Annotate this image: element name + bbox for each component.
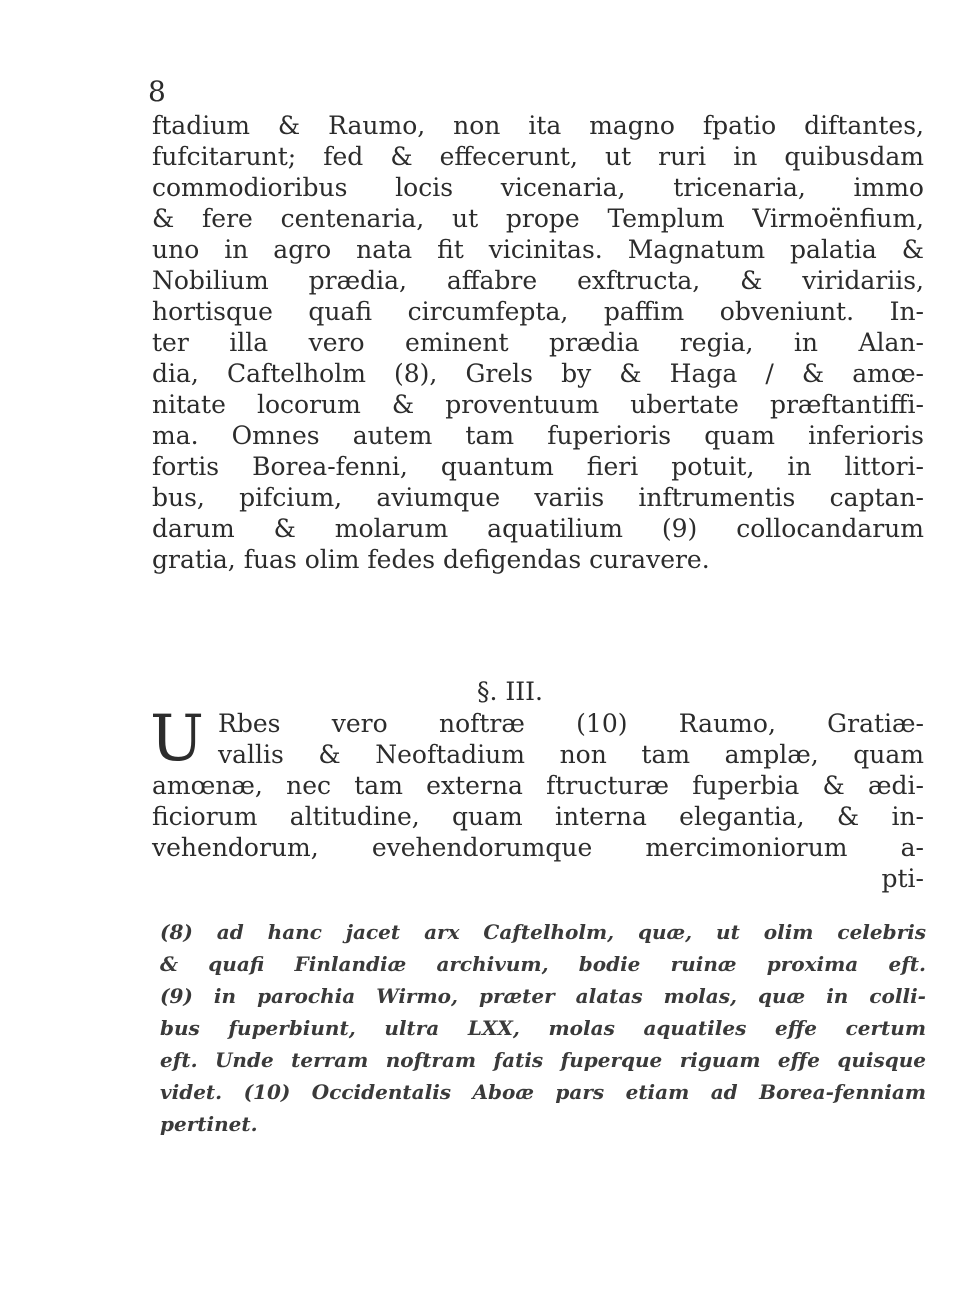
text-line: vehendorum, evehendorumque mercimoniorum a-: [152, 833, 924, 862]
text-line: commodioribus locis vicenaria, tricenaria, immo: [152, 173, 924, 202]
text-line: ma. Omnes autem tam fuperioris quam inferioris: [152, 421, 924, 450]
footnotes: [160, 916, 926, 1140]
section-paragraph: [150, 702, 924, 894]
footnote-line: (8) ad hanc jacet arx Caftelholm, quæ, ut olim celebris: [160, 920, 926, 944]
text-line: bus, pifcium, aviumque variis inftrumentis captan-: [152, 483, 924, 512]
section-heading: §. III.: [477, 677, 543, 706]
text-line: ficiorum altitudine, quam interna elegantia, & in-: [152, 802, 924, 831]
text-line: hortisque quafi circumfepta, paffim obveniunt. In-: [152, 297, 924, 326]
text-line: ftadium & Raumo, non ita magno fpatio diftantes,: [152, 111, 924, 140]
main-paragraph: [152, 110, 924, 575]
text-line: & fere centenaria, ut prope Templum Virmoënfium,: [152, 204, 924, 233]
footnote-line: eft. Unde terram noftram fatis fuperque riguam effe quisque: [160, 1048, 926, 1072]
text-line: fortis Borea-fenni, quantum fieri potuit, in littori-: [152, 452, 924, 481]
text-line: vallis & Neoftadium non tam amplæ, quam: [218, 740, 924, 769]
text-line: fufcitarunt; fed & effecerunt, ut ruri in quibusdam: [152, 142, 924, 171]
footnote-line: bus fuperbiunt, ultra LXX, molas aquatiles effe certum: [160, 1016, 926, 1040]
drop-cap: U: [150, 702, 204, 776]
footnote-line: (9) in parochia Wirmo, præter alatas molas, quæ in colli-: [160, 984, 926, 1008]
text-line: uno in agro nata fit vicinitas. Magnatum palatia &: [152, 235, 924, 264]
text-line: darum & molarum aquatilium (9) collocandarum: [152, 514, 924, 543]
text-line: gratia, fuas olim fedes defigendas curavere.: [152, 545, 710, 574]
text-line: dia, Caftelholm (8), Grels by & Haga / & amœ-: [152, 359, 924, 388]
catchword: pti-: [881, 864, 924, 893]
footnote-line: videt. (10) Occidentalis Aboæ pars etiam ad Borea-fenniam: [160, 1080, 926, 1104]
page-number: 8: [148, 75, 166, 108]
footnote-line: pertinet.: [160, 1112, 258, 1136]
text-line: amœnæ, nec tam externa ftructuræ fuperbia & ædi-: [152, 771, 924, 800]
text-line: ter illa vero eminent prædia regia, in Alan-: [152, 328, 924, 357]
text-line: Rbes vero noftræ (10) Raumo, Gratiæ-: [218, 709, 924, 738]
footnote-line: & quafi Finlandiæ archivum, bodie ruinæ proxima eft.: [160, 952, 926, 976]
text-line: Nobilium prædia, affabre exftructa, & viridariis,: [152, 266, 924, 295]
text-line: nitate locorum & proventuum ubertate præftantiffi-: [152, 390, 924, 419]
